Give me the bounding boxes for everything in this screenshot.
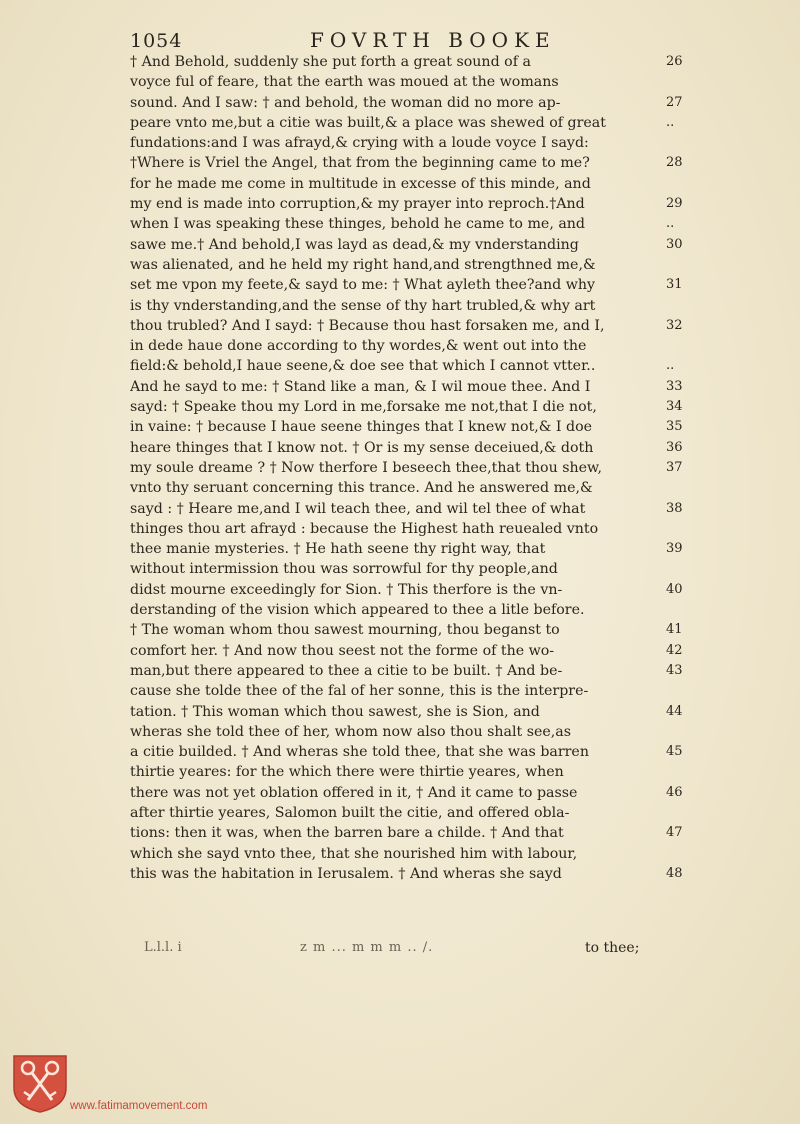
text-line [130,499,690,519]
text-line [130,641,690,661]
line-text: fundations:and I was afrayd,& crying with a loude voyce I sayd: [130,135,589,152]
line-text: thee manie mysteries. † He hath seene thy right way, that [130,541,546,558]
verse-number: 29 [666,196,683,212]
text-line [130,235,690,255]
verse-number: .. [666,358,675,374]
line-text: thirtie yeares: for the which there were thirtie yeares, when [130,764,564,781]
verse-number: 30 [666,236,683,252]
line-text: when I was speaking these thinges, behold he came to me, and [130,216,586,233]
line-text: vnto thy seruant concerning this trance. And he answered me,& [130,480,593,497]
verse-number: .. [666,114,675,130]
line-text: after thirtie yeares, Salomon built the citie, and offered obla- [130,804,570,821]
text-line [130,864,690,884]
text-line [130,519,690,539]
line-text: peare vnto me,but a citie was built,& a place was shewed of great [130,114,606,131]
text-line [130,783,690,803]
line-text: in dede haue done according to thy wordes,& went out into the [130,338,587,355]
verse-number: 46 [666,784,683,800]
line-text: comfort her. † And now thou seest not the forme of the wo- [130,642,555,659]
line-text: heare thinges that I know not. † Or is my sense deceiued,& doth [130,439,594,456]
line-text: didst mourne exceedingly for Sion. † This therfore is the vn- [130,581,563,598]
verse-number: .. [666,216,675,232]
watermark-url[interactable]: www.fatimamovement.com [70,1100,208,1112]
verse-number: 32 [666,317,683,333]
line-text: my soule dreame ? † Now therfore I beseech thee,that thou shew, [130,459,603,476]
line-text: there was not yet oblation offered in it, † And it came to passe [130,784,578,801]
page-number: 1054 [130,30,183,52]
text-line [130,153,690,173]
verse-number: 37 [666,459,683,475]
text-line [130,762,690,782]
verse-number: 47 [666,825,683,841]
text-line [130,397,690,417]
text-line [130,255,690,275]
line-text: derstanding of the vision which appeared to thee a litle before. [130,602,585,619]
line-text: field:& behold,I haue seene,& doe see that which I cannot vtter.. [130,358,596,375]
line-text: was alienated, and he held my right hand,and strengthned me,& [130,256,596,273]
verse-number: 38 [666,500,683,516]
text-line [130,742,690,762]
text-line [130,275,690,295]
text-line [130,539,690,559]
verse-number: 44 [666,703,683,719]
text-line [130,823,690,843]
line-text: † The woman whom thou sawest mourning, thou beganst to [130,622,560,639]
line-text: †Where is Vriel the Angel, that from the beginning came to me? [130,155,590,172]
text-line [130,316,690,336]
page-footer [130,940,690,962]
text-line [130,661,690,681]
line-text: man,but there appeared to thee a citie to be built. † And be- [130,662,563,679]
line-text: my end is made into corruption,& my prayer into reproch.†And [130,196,585,213]
text-line [130,377,690,397]
text-line [130,559,690,579]
text-line [130,681,690,701]
line-text: a citie builded. † And wheras she told thee, that she was barren [130,744,589,761]
text-line [130,194,690,214]
signature-mark: L.l.l. i [144,940,182,955]
text-line [130,600,690,620]
verse-number: 43 [666,662,683,678]
line-text: sound. And I saw: † and behold, the woman did no more ap- [130,94,561,111]
line-text: voyce ful of feare, that the earth was moued at the womans [130,74,559,91]
verse-number: 31 [666,277,683,293]
text-line [130,214,690,234]
line-text: tions: then it was, when the barren bare a childe. † And that [130,825,564,842]
text-line [130,133,690,153]
text-line [130,417,690,437]
line-text: without intermission thou was sorrowful for thy people,and [130,561,558,578]
line-text: tation. † This woman which thou sawest, she is Sion, and [130,703,540,720]
text-line [130,296,690,316]
line-text: cause she tolde thee of the fal of her sonne, this is the interpre- [130,683,589,700]
catchword: to thee; [585,940,640,956]
line-text: † And Behold, suddenly she put forth a great sound of a [130,54,531,70]
line-text: set me vpon my feete,& sayd to me: † What ayleth thee?and why [130,277,596,294]
text-line [130,478,690,498]
text-line [130,702,690,722]
text-line [130,458,690,478]
line-text: sayd : † Heare me,and I wil teach thee, and wil tel thee of what [130,500,586,517]
line-text: which she sayd vnto thee, that she nourished him with labour, [130,845,578,862]
text-line [130,336,690,356]
text-line [130,844,690,864]
verse-number: 40 [666,581,683,597]
line-text: sayd: † Speake thou my Lord in me,forsake me not,that I die not, [130,399,597,416]
text-line [130,438,690,458]
line-text: this was the habitation in Ierusalem. † And wheras she sayd [130,865,562,882]
text-line [130,174,690,194]
text-line [130,722,690,742]
text-line [130,803,690,823]
papal-keys-logo [10,1052,70,1114]
verse-number: 45 [666,744,683,760]
line-text: And he sayd to me: † Stand like a man, & I wil moue thee. And I [130,378,591,395]
text-line [130,72,690,92]
line-text: is thy vnderstanding,and the sense of thy hart trubled,& why art [130,297,596,314]
verse-number: 36 [666,439,683,455]
text-line [130,52,690,72]
verse-number: 39 [666,541,683,557]
book-title: FOVRTH BOOKE [310,28,556,52]
line-text: thou trubled? And I sayd: † Because thou hast forsaken me, and I, [130,317,605,334]
running-head [130,28,690,54]
text-block [130,52,690,884]
line-text: thinges thou art afrayd : because the Highest hath reuealed vnto [130,520,599,537]
faded-marks: z m ... m m m .. /. [300,940,434,955]
verse-number: 41 [666,622,683,638]
verse-number: 35 [666,419,683,435]
text-line [130,356,690,376]
verse-number: 28 [666,155,683,171]
verse-number: 42 [666,642,683,658]
line-text: sawe me.† And behold,I was layd as dead,& my vnderstanding [130,236,579,253]
line-text: wheras she told thee of her, whom now also thou shalt see,as [130,723,572,740]
line-text: for he made me come in multitude in excesse of this minde, and [130,175,591,192]
line-text: in vaine: † because I haue seene thinges that I knew not,& I doe [130,419,593,436]
verse-number: 27 [666,94,683,110]
text-line [130,580,690,600]
verse-number: 34 [666,399,683,415]
text-line [130,620,690,640]
verse-number: 33 [666,378,683,394]
verse-number: 26 [666,54,683,69]
text-line [130,113,690,133]
text-line [130,93,690,113]
verse-number: 48 [666,865,683,881]
